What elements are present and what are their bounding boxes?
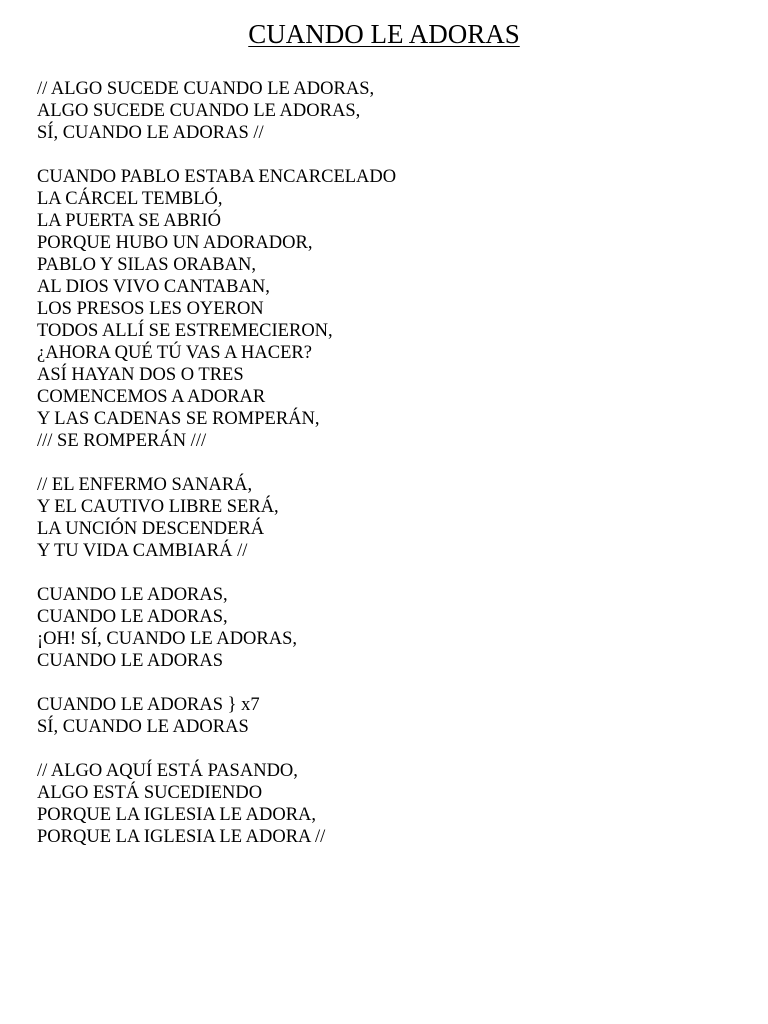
song-title: CUANDO LE ADORAS [248,19,520,49]
lyric-line: CUANDO LE ADORAS, [37,585,228,605]
lyric-line: LA PUERTA SE ABRIÓ [37,211,221,231]
lyric-line: // EL ENFERMO SANARÁ, [37,475,253,495]
lyric-line: SÍ, CUANDO LE ADORAS // [37,123,264,143]
lyric-line: PABLO Y SILAS ORABAN, [37,255,256,275]
lyric-line: Y TU VIDA CAMBIARÁ // [37,541,248,561]
lyric-line: /// SE ROMPERÁN /// [37,431,207,451]
lyric-line: ALGO SUCEDE CUANDO LE ADORAS, [37,101,361,121]
lyric-line: ALGO ESTÁ SUCEDIENDO [37,783,263,803]
lyric-line: // ALGO SUCEDE CUANDO LE ADORAS, [37,79,375,99]
lyric-line: PORQUE LA IGLESIA LE ADORA, [37,805,317,825]
lyric-line: LA CÁRCEL TEMBLÓ, [37,189,223,209]
lyric-line: CUANDO LE ADORAS } x7 [37,695,260,715]
lyric-line: TODOS ALLÍ SE ESTREMECIERON, [37,321,333,341]
lyric-line: LA UNCIÓN DESCENDERÁ [37,519,265,539]
stanza-3 [37,474,737,562]
lyric-line: CUANDO LE ADORAS [37,651,224,671]
lyric-line: PORQUE HUBO UN ADORADOR, [37,233,313,253]
lyric-line: Y EL CAUTIVO LIBRE SERÁ, [37,497,279,517]
lyric-line: COMENCEMOS A ADORAR [37,387,266,407]
lyric-line: ¡OH! SÍ, CUANDO LE ADORAS, [37,629,298,649]
lyric-line: SÍ, CUANDO LE ADORAS [37,717,249,737]
lyric-line: ¿AHORA QUÉ TÚ VAS A HACER? [37,343,312,363]
lyric-line: CUANDO LE ADORAS, [37,607,228,627]
stanza-2 [37,166,737,452]
stanza-4 [37,584,737,672]
lyric-line: Y LAS CADENAS SE ROMPERÁN, [37,409,320,429]
lyric-line: ASÍ HAYAN DOS O TRES [37,365,244,385]
lyric-line: AL DIOS VIVO CANTABAN, [37,277,270,297]
lyrics-body [37,78,737,870]
lyric-line: CUANDO PABLO ESTABA ENCARCELADO [37,167,397,187]
lyric-line: PORQUE LA IGLESIA LE ADORA // [37,827,326,847]
stanza-6 [37,760,737,848]
lyric-line: // ALGO AQUÍ ESTÁ PASANDO, [37,761,298,781]
lyric-line: LOS PRESOS LES OYERON [37,299,264,319]
stanza-1 [37,78,737,144]
stanza-5 [37,694,737,738]
